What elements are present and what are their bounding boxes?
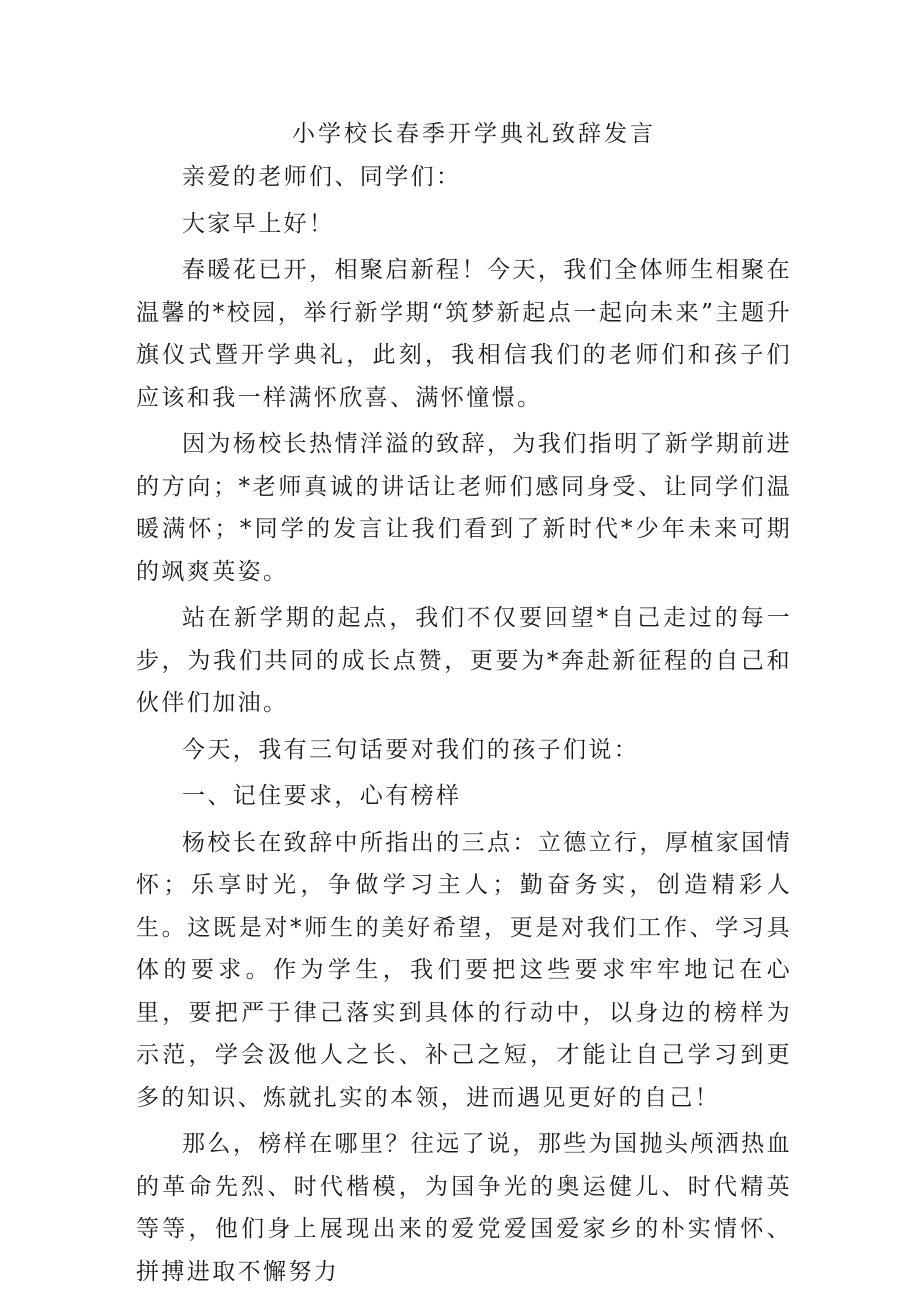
paragraph-thanks: 因为杨校长热情洋溢的致辞，为我们指明了新学期前进的方向；*老师真诚的讲话让老师们感同身受、让同学们温暖满怀；*同学的发言让我们看到了新时代*少年未来可期的飒爽英姿。	[136, 431, 792, 585]
paragraph-starting-point: 站在新学期的起点，我们不仅要回望*自己走过的每一步，为我们共同的成长点赞，更要为*奔赴新征程的自己和伙伴们加油。	[136, 605, 792, 716]
section-heading-one: 一、记住要求，心有榜样	[182, 783, 462, 809]
document-page	[136, 112, 792, 1293]
paragraph-greeting: 亲爱的老师们、同学们：	[182, 164, 462, 190]
paragraph-opening: 春暖花已开，相聚启新程！今天，我们全体师生相聚在温馨的*校园，举行新学期“筑梦新起点一起向未来”主题升旗仪式暨开学典礼，此刻，我相信我们的老师们和孩子们应该和我一样满怀欣喜、满怀憧憬。	[136, 257, 792, 411]
paragraph-good-morning: 大家早上好！	[182, 210, 335, 237]
paragraph-requirements: 杨校长在致辞中所指出的三点：立德立行，厚植家国情怀；乐享时光，争做学习主人；勤奋务实，创造精彩人生。这既是对*师生的美好希望，更是对我们工作、学习具体的要求。作为学生，我们要把这些要求牢牢地记在心里，要把严于律己落实到具体的行动中，以身边的榜样为示范，学会汲他人之长、补己之短，才能让自己学习到更多的知识、炼就扎实的本领，进而遇见更好的自己！	[136, 829, 792, 1111]
document-title: 小学校长春季开学典礼致辞发言	[292, 121, 656, 147]
paragraph-three-sentences: 今天，我有三句话要对我们的孩子们说：	[182, 736, 640, 763]
paragraph-role-models: 那么，榜样在哪里？往远了说，那些为国抛头颅洒热血的革命先烈、时代楷模，为国争光的奥运健儿、时代精英等等，他们身上展现出来的爱党爱国爱家乡的朴实情怀、拼搏进取不懈努力	[136, 1131, 792, 1285]
